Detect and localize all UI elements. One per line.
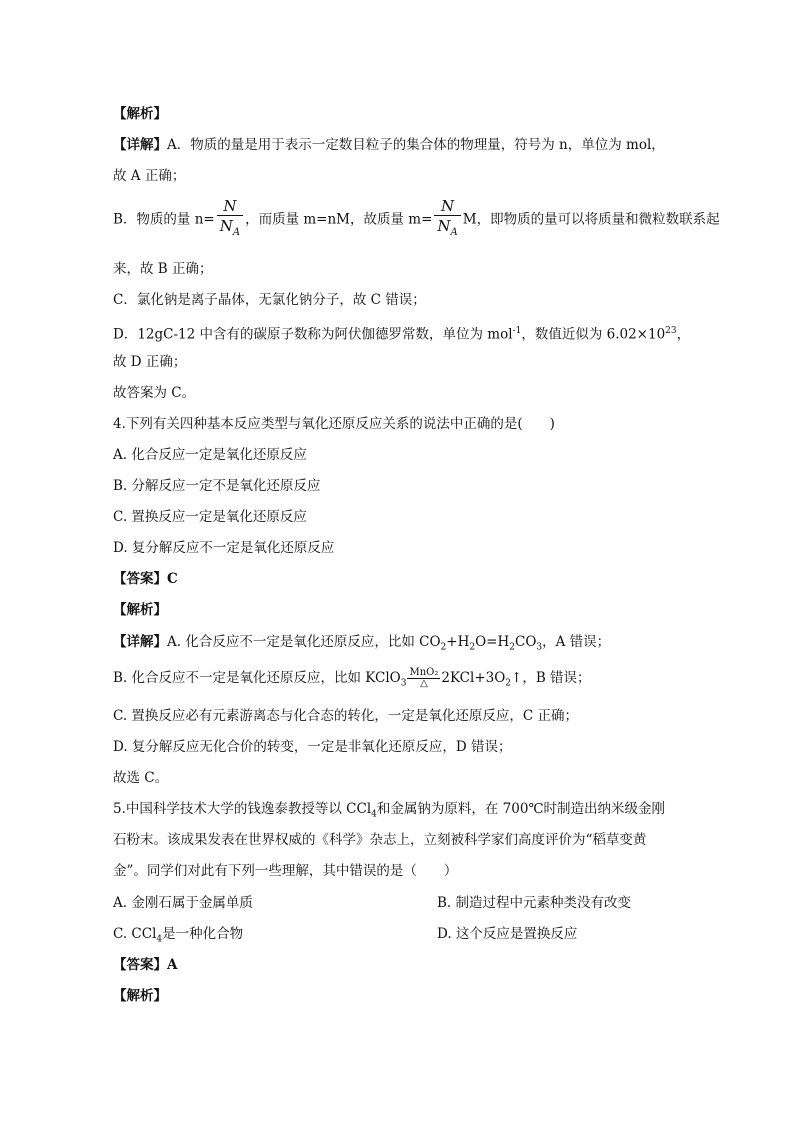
- catalyst-label: MnO₂: [409, 667, 439, 678]
- q4-option-b: B. 分解反应一定不是氧化还原反应: [113, 478, 321, 494]
- q3-b-prefix: B．物质的量 n=: [113, 211, 215, 228]
- q5-option-a: A. 金刚石属于金属单质: [113, 895, 253, 911]
- q3-a-text: A．物质的量是用于表示一定数目粒子的集合体的物理量，符号为 n，单位为 mol，: [167, 137, 665, 153]
- q4-detail-d: D. 复分解反应无化合价的转变，一定是非氧化还原反应，D 错误；: [113, 739, 512, 755]
- q4-option-a: A. 化合反应一定是氧化还原反应: [113, 447, 307, 463]
- q5-analysis-heading: 【解析】: [113, 988, 167, 1004]
- q3-conclusion: 故答案为 C。: [113, 385, 196, 401]
- q3-option-b-line2: 来，故 B 正确；: [113, 261, 213, 277]
- detail-tag: 【详解】: [113, 634, 167, 650]
- fraction-n-over-na-2: [434, 197, 460, 243]
- q4-answer: 【答案】C: [113, 571, 178, 587]
- q5-option-c: C. CCl$_4$是一种化合物: [113, 926, 244, 945]
- q4-detail-a: 【详解】A. 化合反应不一定是氧化还原反应，比如 $CO_2+H_2O=H_2CO_3$，A 错误；: [113, 634, 611, 653]
- q3-option-d-line2: 故 D 正确；: [113, 354, 187, 370]
- fraction-n-over-na: [217, 197, 243, 243]
- q3-analysis-heading: 【解析】: [113, 106, 167, 122]
- q4-conclusion: 故选 C。: [113, 770, 169, 786]
- reaction-condition: [407, 668, 440, 689]
- q3-option-b-line1: [113, 197, 720, 243]
- q5-option-d: D. 这个反应是置换反应: [437, 926, 578, 942]
- q5-option-b: B. 制造过程中元素种类没有改变: [437, 895, 632, 911]
- fraction-denominator: $N_A$: [217, 215, 243, 243]
- fraction-denominator: $N_A$: [434, 215, 460, 243]
- q5-stem-line1: 5.中国科学技术大学的钱逸泰教授等以 CCl$_4$和金属钠为原料，在 700℃时制造出纳米级金刚: [113, 801, 666, 820]
- q4-stem: 4.下列有关四种基本反应类型与氧化还原反应关系的说法中正确的是( ): [113, 416, 555, 432]
- q4-detail-b: B. 化合反应不一定是氧化还原反应，比如 KClO$_3$ MnO₂ △ $2KCl+3O_2↑$，B 错误；: [113, 667, 591, 689]
- q5-stem-line3: 金”。同学们对此有下列一些理解，其中错误的是（ ）: [113, 863, 458, 879]
- q4-analysis-heading: 【解析】: [113, 602, 167, 618]
- q4-detail-c: C. 置换反应必有元素游离态与化合态的转化，一定是氧化还原反应，C 正确；: [113, 708, 579, 724]
- q3-b-mid: ，而质量 m=nM，故质量 m=: [245, 211, 433, 228]
- q5-stem-line2: 石粉末。该成果发表在世界权威的《科学》杂志上，立刻被科学家们高度评价为“稻草变黄: [113, 832, 647, 848]
- q3-b-suffix: M，即物质的量可以将质量和微粒数联系起: [462, 211, 720, 228]
- fraction-numerator: N: [441, 197, 455, 215]
- q4-option-d: D. 复分解反应不一定是氧化还原反应: [113, 540, 335, 556]
- q3-option-c: C．氯化钠是离子晶体，无氯化钠分子，故 C 错误；: [113, 292, 426, 308]
- detail-tag: 【详解】: [113, 137, 167, 153]
- fraction-numerator: N: [223, 197, 237, 215]
- q4-option-c: C. 置换反应一定是氧化还原反应: [113, 509, 307, 525]
- q3-option-d-line1: D．12gC-12 中含有的碳原子数称为阿伏伽德罗常数，单位为 mol$^{-1}$，数值近似为 $6.02\times 10^{23}$，: [113, 326, 691, 343]
- q3-detail-a-line1: [113, 135, 665, 155]
- q5-answer: 【答案】A: [113, 957, 178, 973]
- q3-detail-a-line2: 故 A 正确；: [113, 168, 186, 184]
- heat-symbol: △: [420, 678, 428, 689]
